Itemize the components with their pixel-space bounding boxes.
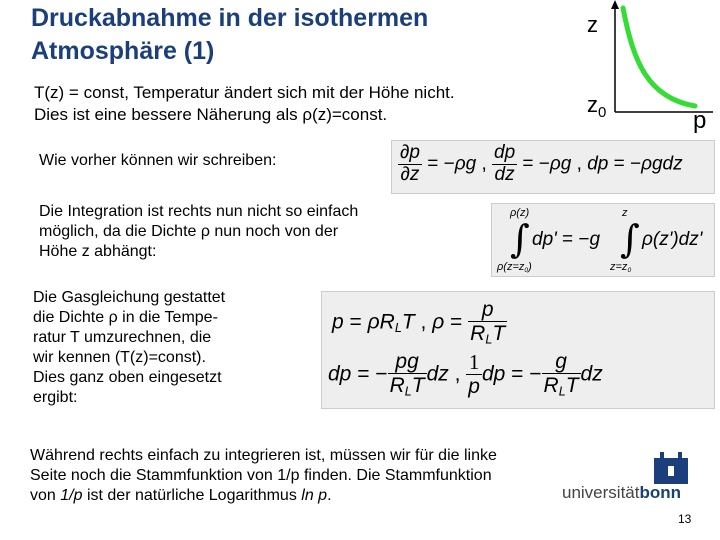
integration-text	[39, 202, 459, 262]
formula-box-3	[321, 291, 715, 409]
integration-line-1: Die Integration ist rechts nun nicht so einfach	[39, 203, 359, 220]
intro-line-2: Dies ist eine bessere Näherung als ρ(z)=const.	[34, 105, 388, 124]
lower-limit-right: z=z0	[610, 261, 632, 274]
gas-line-1: Die Gasgleichung gestattet	[33, 289, 226, 306]
z0-label: $z_0$	[587, 92, 607, 121]
pressure-height-graph	[585, 0, 720, 135]
slide-title	[31, 2, 571, 68]
university-logo	[562, 452, 712, 502]
formula-1: $\frac{\partial p}{\partial z}$ = −ρg , $\frac{dp}{dz}$ = −ρg , dp = −ρgdz	[400, 142, 683, 185]
integration-line-2: möglich, da die Dichte ρ nun noch von der	[39, 223, 339, 240]
intro-line-1: T(z) = const, Temperatur ändert sich mit der Höhe nicht.	[34, 83, 455, 102]
gas-line-3: ratur T umzurechnen, die	[33, 329, 212, 346]
university-name: universitätbonn	[562, 483, 682, 502]
gas-law-text	[33, 288, 293, 408]
bottom-text	[30, 446, 630, 506]
gas-line-5: Dies ganz oben eingesetzt	[33, 369, 222, 386]
bottom-line-2: Seite noch die Stammfunktion von 1/p finden. Die Stammfunktion	[30, 467, 492, 484]
integral-sign-right: ∫	[620, 217, 640, 261]
z-axis-label: z	[587, 12, 598, 37]
formula-gas-law: p = ρRLT , ρ = $\frac{p}{\text{RLT}}$	[332, 298, 506, 347]
title-line-1: Druckabnahme in der isothermen	[31, 4, 429, 32]
formula-box-1	[391, 140, 715, 194]
gas-line-4: wir kennen (T(z)=const).	[33, 349, 206, 366]
page-number: 13	[678, 512, 692, 526]
gas-line-6: ergibt:	[33, 389, 78, 406]
integral-right-body: ρ(z')dz'	[642, 229, 703, 250]
upper-limit-left: ρ(z)	[510, 207, 530, 219]
lower-limit-left: ρ(z=z0)	[497, 261, 532, 274]
bottom-line-1: Während rechts einfach zu integrieren ist, müssen wir für die linke	[30, 447, 497, 464]
p-axis-label: p	[693, 107, 707, 134]
z-axis-arrowhead	[611, 0, 619, 9]
formula-dp: dp = − $\frac{pg}{\text{RLT}}$ dz , $\frac{1}{p}$ dp = − $\frac{g}{\text{RLT}}$ dz	[328, 350, 603, 399]
title-line-2: Atmosphäre (1)	[31, 37, 215, 65]
gas-line-2: die Dichte ρ in die Tempe-	[33, 309, 218, 326]
pressure-curve	[623, 8, 695, 106]
formula-box-2	[491, 203, 715, 277]
upper-limit-right: z	[622, 207, 628, 219]
intro-text	[34, 82, 554, 126]
integral-left-body: dp' = −g	[532, 229, 601, 250]
bottom-line-3: von 1/p ist der natürliche Logarithmus ln p.	[30, 487, 332, 504]
integration-line-3: Höhe z abhängt:	[39, 243, 157, 260]
write-text: Wie vorher können wir schreiben:	[39, 152, 277, 169]
integral-sign-left: ∫	[510, 217, 530, 261]
